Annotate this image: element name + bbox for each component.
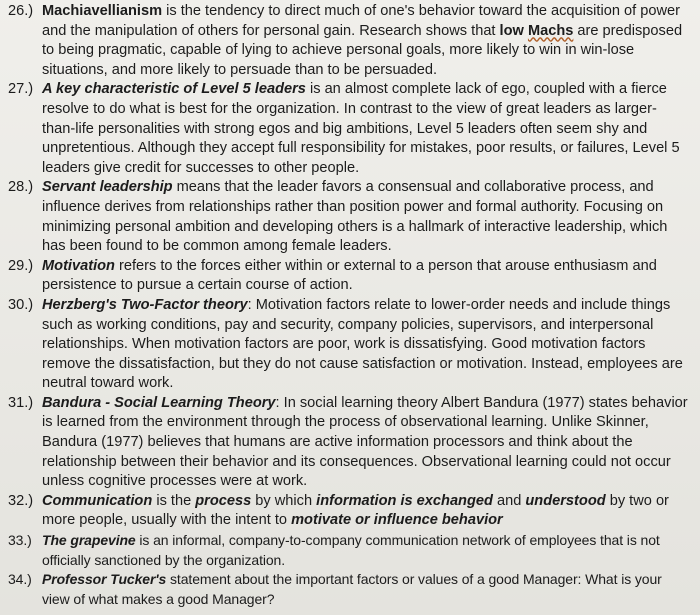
list-item-27: 27.) A key characteristic of Level 5 leaders is an almost complete lack of ego, coupled with a fierce resolve to do what is best for the organization. In contrast to the view of great leaders as larger-than-life personalities with strong egos and big ambitions, Level 5 leaders often seem shy and unpretentious. Although they accept full responsibility for mistakes, poor results, or failures, Level 5 leaders give credit for successes to other people.	[8, 81, 680, 176]
term-servant-leadership: Servant leadership	[42, 179, 173, 196]
item-number: 32.)	[8, 492, 34, 509]
list-item-30: 30.) Herzberg's Two-Factor theory: Motivation factors relate to lower-order needs and include things such as working conditions, pay and security, company policies, supervisors, and interpersonal relationships. When motivation factors are poor, work is dissatisfying. Good motivation factors remove the dissatisfaction, but they do not cause satisfaction or motivation. Instead, employees are neutral toward work.	[8, 296, 683, 392]
list-item-31: 31.) Bandura - Social Learning Theory: In social learning theory Albert Bandura (1977) states behavior is learned from the environment through the process of observational learning. Unlike Skinner, Bandura (1977) believes that humans are active information processors and think about the relationship between their behavior and its consequences. Observational learning could not occur unless cognitive processes were at work.	[8, 394, 688, 490]
term-communication: Communication	[42, 492, 153, 509]
term-grapevine: The grapevine	[42, 532, 136, 549]
list-item-28: 28.) Servant leadership means that the leader favors a consensual and collaborative process, and influence derives from relationships rather than position power and formal authority. Focusing on minimizing personal ambition and developing others is a hallmark of interactive leadership, which has been found to be common among female leaders.	[8, 179, 668, 255]
list-item-32: 32.) Communication is the process by which information is exchanged and understood by two or more people, usually with the intent to motivate or influence behavior	[8, 492, 669, 529]
term-motivation: Motivation	[42, 257, 115, 274]
term-machiavellianism: Machiavellianism	[42, 3, 163, 19]
list-item-26: 26.) Machiavellianism is the tendency to direct much of one's behavior toward the acquisition of power and the manipulation of others for personal gain. Research shows that low Machs are predisposed to being pragmatic, capable of lying to achieve personal goals, more likely to win in win-lose situations, and more likely to persuade than to be persuaded.	[8, 3, 683, 78]
term-bandura: Bandura - Social Learning Theory	[42, 394, 276, 411]
term-professor-tucker: Professor Tucker's	[42, 571, 167, 588]
item-number: 27.)	[8, 81, 34, 98]
item-number: 33.)	[8, 532, 32, 549]
item-number: 29.)	[8, 257, 34, 274]
item-number: 26.)	[8, 3, 34, 19]
list-item-33: 33.) The grapevine is an informal, company-to-company communication network of employees that is not officially sanctioned by the organization.	[8, 532, 660, 568]
item-number: 31.)	[8, 394, 34, 411]
term-level5: A key characteristic of Level 5 leaders	[42, 81, 306, 98]
spellcheck-word: Machs	[527, 22, 574, 39]
item-number: 34.)	[8, 571, 32, 588]
item-number: 30.)	[8, 296, 34, 313]
term-herzberg: Herzberg's Two-Factor theory	[42, 296, 248, 313]
list-item-29: 29.) Motivation refers to the forces either within or external to a person that arouse enthusiasm and persistence to pursue a certain course of action.	[8, 257, 657, 294]
list-item-34: 34.) Professor Tucker's statement about the important factors or values of a good Manager: What is your view of what makes a good Manager?	[8, 571, 662, 607]
item-number: 28.)	[8, 179, 34, 196]
